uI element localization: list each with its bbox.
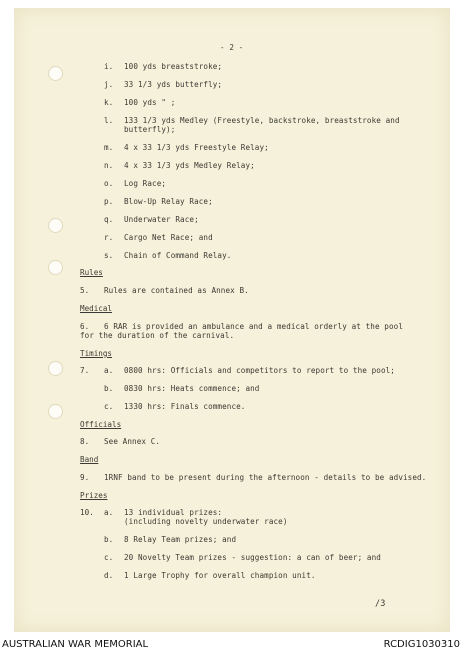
paragraph-number: 5. — [80, 286, 90, 295]
list-item-text: 8 Relay Team prizes; and — [124, 535, 237, 544]
list-item-letter: a. — [104, 366, 114, 375]
paragraph-number: 7. — [80, 366, 90, 375]
page-number: - 2 - — [220, 43, 244, 52]
list-item-letter: s. — [104, 251, 114, 260]
punch-hole — [48, 404, 63, 419]
section-heading-prizes: Prizes — [80, 491, 108, 500]
list-item-text: 4 x 33 1/3 yds Freestyle Relay; — [124, 143, 269, 152]
list-item-text: Log Race; — [124, 179, 167, 188]
section-heading-medical: Medical — [80, 304, 113, 313]
list-item-letter: r. — [104, 233, 114, 242]
list-item-letter: q. — [104, 215, 114, 224]
paragraph-number: 9. — [80, 473, 90, 482]
list-item-letter: d. — [104, 571, 114, 580]
paragraph-number: 10. — [80, 508, 94, 517]
list-item-letter: b. — [104, 384, 114, 393]
list-item-letter: c. — [104, 553, 114, 562]
list-item-text: 1 Large Trophy for overall champion unit. — [124, 571, 316, 580]
paragraph-text: 1RNF band to be present during the afternoon - details to be advised. — [104, 473, 427, 482]
list-item-text: 0830 hrs: Heats commence; and — [124, 384, 260, 393]
list-item-text: Blow-Up Relay Race; — [124, 197, 213, 206]
footer-archive-name: AUSTRALIAN WAR MEMORIAL — [2, 639, 149, 650]
paragraph-text-continued: for the duration of the carnival. — [80, 331, 235, 340]
section-heading-timings: Timings — [80, 349, 113, 358]
list-item-letter: m. — [104, 143, 114, 152]
paragraph-text: Rules are contained as Annex B. — [104, 286, 249, 295]
list-item-text-continued: (including novelty underwater race) — [124, 517, 288, 526]
list-item-text: 13 individual prizes: — [124, 508, 223, 517]
footer-record-id: RCDIG1030310 — [383, 639, 460, 650]
section-heading-officials: Officials — [80, 420, 122, 429]
list-item-letter: n. — [104, 161, 114, 170]
list-item-text: 100 yds breaststroke; — [124, 62, 223, 71]
punch-hole — [48, 361, 63, 376]
list-item-text: Underwater Race; — [124, 215, 199, 224]
list-item-letter: l. — [104, 116, 114, 125]
list-item-text: 33 1/3 yds butterfly; — [124, 80, 223, 89]
list-item-letter: b. — [104, 535, 114, 544]
paragraph-number: 6. — [80, 322, 90, 331]
list-item-text: 20 Novelty Team prizes - suggestion: a can of beer; and — [124, 553, 381, 562]
list-item-text: 4 x 33 1/3 yds Medley Relay; — [124, 161, 255, 170]
punch-hole — [48, 66, 63, 81]
list-item-text: 1330 hrs: Finals commence. — [124, 402, 246, 411]
list-item-letter: a. — [104, 508, 114, 517]
punch-hole — [48, 260, 63, 275]
punch-hole — [48, 218, 63, 233]
list-item-letter: p. — [104, 197, 114, 206]
list-item-text: 0800 hrs: Officials and competitors to report to the pool; — [124, 366, 395, 375]
list-item-text: Chain of Command Relay. — [124, 251, 232, 260]
list-item-letter: c. — [104, 402, 114, 411]
list-item-letter: k. — [104, 98, 114, 107]
list-item-letter: i. — [104, 62, 114, 71]
list-item-letter: j. — [104, 80, 114, 89]
list-item-text: 100 yds " ; — [124, 98, 176, 107]
list-item-letter: o. — [104, 179, 114, 188]
list-item-text: Cargo Net Race; and — [124, 233, 213, 242]
list-item-text-continued: butterfly); — [124, 125, 176, 134]
section-heading-rules: Rules — [80, 268, 103, 277]
paragraph-text: 6 RAR is provided an ambulance and a medical orderly at the pool — [104, 322, 403, 331]
paragraph-text: See Annex C. — [104, 437, 161, 446]
paragraph-number: 8. — [80, 437, 90, 446]
section-heading-band: Band — [80, 455, 99, 464]
list-item-text: 133 1/3 yds Medley (Freestyle, backstroke, breaststroke and — [124, 116, 400, 125]
continuation-marker: /3 — [375, 599, 386, 609]
